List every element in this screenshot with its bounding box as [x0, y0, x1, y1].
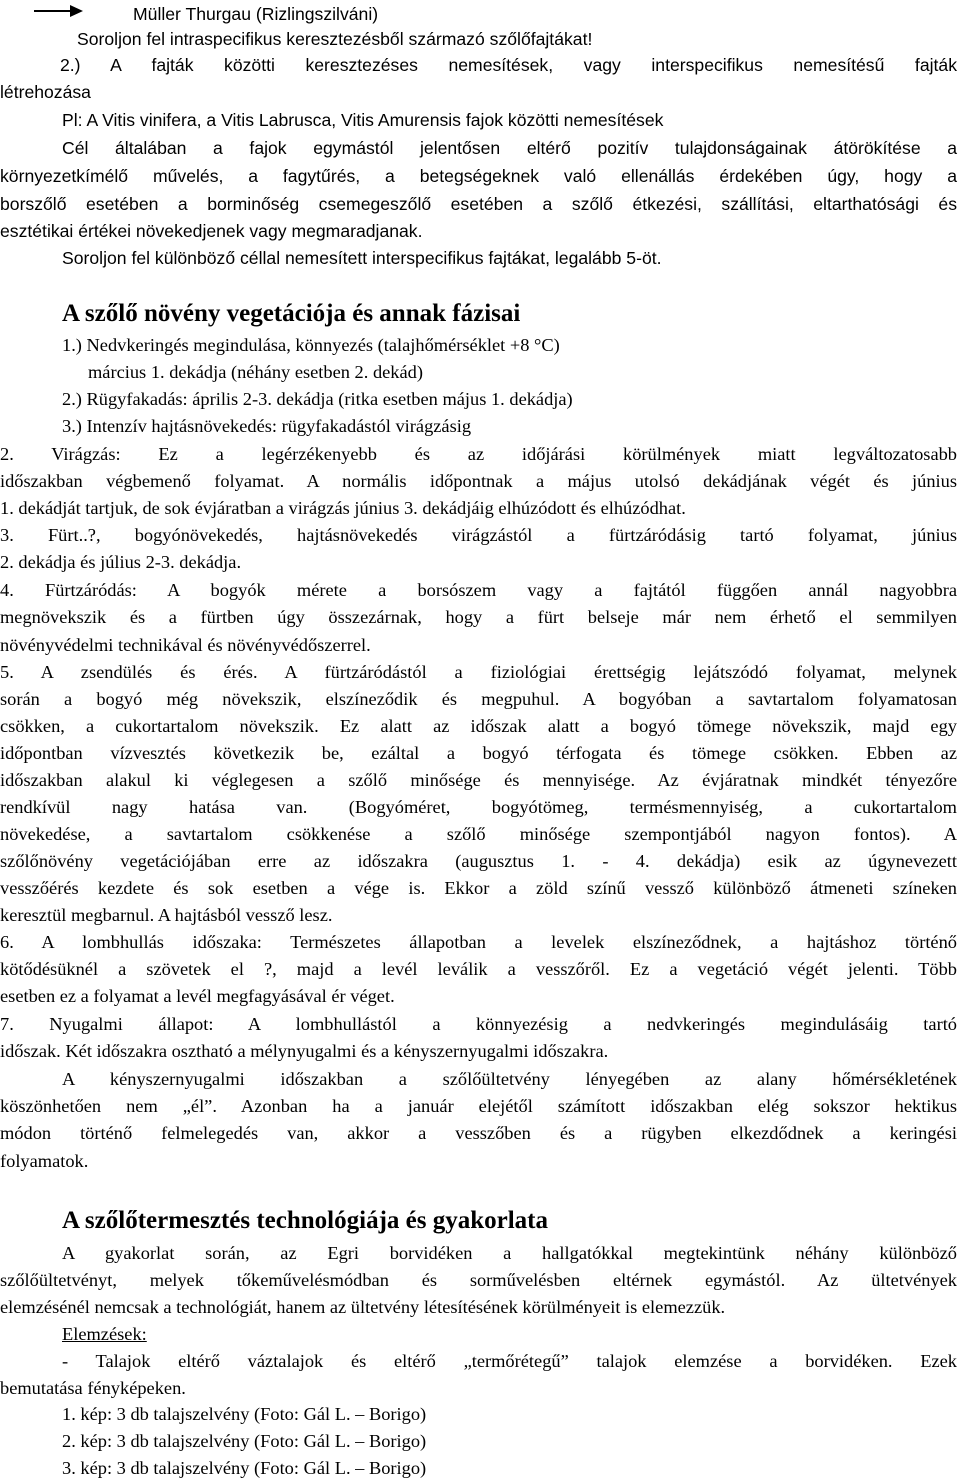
photo-caption: 1. kép: 3 db talajszelvény (Foto: Gál L. – Borigo): [62, 1404, 427, 1424]
phase-1-date: március 1. dekádja (néhány esetben 2. dekád): [88, 362, 423, 382]
flowering-line: időszakban végbemenő folyamat. A normális időpontnak a május utolsó dekádjának végét és június: [0, 471, 957, 491]
leaf-fall-line: 6. A lombhullás időszaka: Természetes állapotban a levelek elszíneződnek, a hajtáshoz történő: [0, 932, 957, 952]
dormancy-line: 7. Nyugalmi állapot: A lombhullástól a könnyezésig a nedvkeringés megindulásáig tartó: [0, 1014, 957, 1034]
cluster-closure-line: 4. Fürtzáródás: A bogyók mérete a borsószem vagy a fajtától függően annál nagyobbra: [0, 580, 957, 600]
flowering-line: 2. Virágzás: Ez a legérzékenyebb és az időjárási körülmények miatt legváltozatosabb: [0, 444, 957, 464]
example-line: Pl: A Vitis vinifera, a Vitis Labrusca, Vitis Amurensis fajok közötti nemesítések: [62, 110, 664, 130]
ripening-line: vesszőérés kezdete és sok esetben a vége is. Ekkor a zöld színű vessző különböző átmeneti színeken: [0, 878, 957, 898]
phase-2: 2.) Rügyfakadás: április 2-3. dekádja (ritka esetben május 1. dekádja): [62, 389, 573, 409]
cluster-closure-line: megnövekszik és a fürtben úgy összezárnak, hogy a fürt belseje már nem érhető el semmilyen: [0, 607, 957, 627]
photo-caption: 2. kép: 3 db talajszelvény (Foto: Gál L. – Borigo): [62, 1431, 427, 1451]
photo-caption: 3. kép: 3 db talajszelvény (Foto: Gál L. – Borigo): [62, 1458, 427, 1478]
flowering-line: 1. dekádját tartjuk, de sok évjáratban a virágzás június 3. dekádjáig elhúzódott és elhúzódhat.: [0, 498, 686, 518]
goal-line: borszőlő esetében a borminőség csemegeszőlő esetében a szőlő étkezési, szállítási, eltarthatósági és: [0, 194, 957, 214]
soils-line: - Talajok eltérő váztalajok és eltérő „termőrétegű” talajok elemzése a borvidéken. Ezek: [62, 1351, 957, 1371]
section-title-technology: A szőlőtermesztés technológiája és gyakorlata: [62, 1207, 548, 1234]
technology-intro-line: elemzésénél nemcsak a technológiát, hanem az ültetvény létesítésének körülményeit is elemezzük.: [0, 1297, 726, 1317]
forced-rest-line: köszönhetően nem „él”. Azonban ha a január elejétől számított időszakban elég sokszor hektikus: [0, 1096, 957, 1116]
leaf-fall-line: kötődésüknél a szövetek el ?, majd a levél leválik a vesszőről. Ez a vegetáció végét jelenti. Több: [0, 959, 957, 979]
leaf-fall-line: esetben ez a folyamat a levél megfagyásával ér véget.: [0, 986, 395, 1006]
section-title-vegetation: A szőlő növény vegetációja és annak fázisai: [62, 300, 521, 327]
ripening-line: növekedése, a savtartalom csökkenése a szőlő minősége szempontjából nagyon fontos). A: [0, 824, 957, 844]
phase-1: 1.) Nedvkeringés megindulása, könnyezés (talajhőmérséklet +8 °C): [62, 335, 560, 355]
ripening-line: szőlőnövény vegetációjában erre az időszakra (augusztus 1. - 4. dekádja) esik az úgynevezett: [0, 851, 957, 871]
ripening-line: során a bogyó még növekszik, elszíneződik és megpuhul. A bogyóban a savtartalom folyamatosan: [0, 689, 957, 709]
item2-line1: 2.) A fajták közötti keresztezéses nemesítések, vagy interspecifikus nemesítésű fajták: [60, 55, 957, 75]
task-intraspecific: Soroljon fel intraspecifikus keresztezésből származó szőlőfajtákat!: [77, 29, 593, 49]
berry-growth-line: 2. dekádja és július 2-3. dekádja.: [0, 552, 242, 572]
soils-line: bemutatása fényképeken.: [0, 1378, 186, 1398]
technology-intro-line: szőlőültetvényt, melyek tőkeművelésmódban és sorművelésben eltérnek egymástól. Az ültetvények: [0, 1270, 957, 1290]
goal-line: Cél általában a fajok egymástól jelentősen eltérő pozitív tulajdonságainak átörökítése a: [62, 138, 957, 158]
forced-rest-line: A kényszernyugalmi időszakban a szőlőültetvény lényegében az alany hőmérsékletének: [62, 1069, 957, 1089]
phase-3: 3.) Intenzív hajtásnövekedés: rügyfakadástól virágzásig: [62, 416, 472, 436]
right-arrow-icon: [34, 3, 84, 19]
ripening-line: rendkívül nagy hatása van. (Bogyóméret, bogyótömeg, termésmennyiség, a cukortartalom: [0, 797, 957, 817]
dormancy-line: időszak. Két időszakra osztható a mélynyugalmi és a kényszernyugalmi időszakra.: [0, 1041, 609, 1061]
technology-intro-line: A gyakorlat során, az Egri borvidéken a hallgatókkal megtekintünk néhány különböző: [62, 1243, 957, 1263]
ripening-line: keresztül megbarnul. A hajtásból vessző lesz.: [0, 905, 333, 925]
ripening-line: időszakban alakul ki véglegesen a szőlő minősége és mennyisége. Az évjáratnak mindkét tényezőre: [0, 770, 957, 790]
variety-name: Müller Thurgau (Rizlingszilváni): [133, 4, 379, 24]
task-interspecific: Soroljon fel különböző céllal nemesített interspecifikus fajtákat, legalább 5-öt.: [62, 248, 662, 268]
item2-line2: létrehozása: [0, 82, 91, 102]
goal-line: esztétikai értékei növekedjenek vagy megmaradjanak.: [0, 221, 423, 241]
goal-line: környezetkímélő művelés, a fagytűrés, a betegségeknek való ellenállás érdekében úgy, hogy a: [0, 166, 957, 186]
cluster-closure-line: növényvédelmi technikával és növényvédőszerrel.: [0, 635, 371, 655]
ripening-line: időpontban vízvesztés következik be, ezáltal a bogyó térfogata és tömege csökken. Ebben az: [0, 743, 957, 763]
ripening-line: 5. A zsendülés és érés. A fürtzáródástól a fiziológiai érettségig lejátszódó folyamat, melynek: [0, 662, 957, 682]
forced-rest-line: módon történő felmelegedés van, akkor a vesszőben és a rügyben elkezdődnek a keringési: [0, 1123, 957, 1143]
ripening-line: csökken, a cukortartalom növekszik. Ez alatt az időszak alatt a bogyó tömege növekszik, majd egy: [0, 716, 957, 736]
berry-growth-line: 3. Fürt..?, bogyónövekedés, hajtásnövekedés virágzástól a fürtzáródásig tartó folyamat, június: [0, 525, 957, 545]
analyses-heading: Elemzések:: [62, 1324, 147, 1344]
forced-rest-line: folyamatok.: [0, 1151, 89, 1171]
